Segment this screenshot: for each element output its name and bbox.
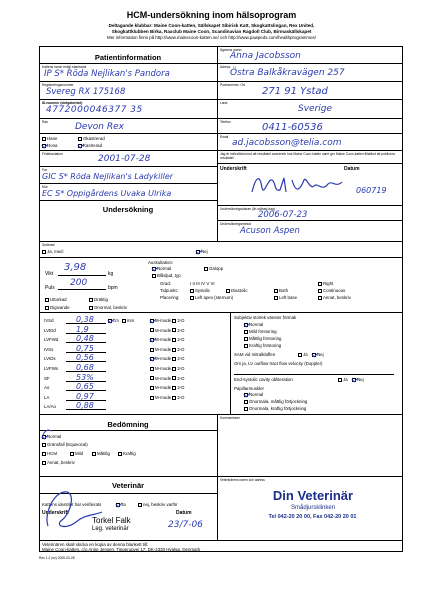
vet-date-label: Datum: [176, 510, 192, 516]
assessment-section-title: Bedömning: [107, 420, 149, 429]
measure-label: Ao: [44, 385, 50, 391]
papillar-label: Papillarmuskler: [234, 386, 265, 391]
timing-systolic[interactable]: Systolic: [190, 288, 210, 293]
cavity-nej[interactable]: Nej: [352, 377, 364, 382]
vet-sign-label: Underskrift: [42, 510, 69, 516]
vet-title: Leg. veterinär: [92, 526, 129, 532]
measure-label: LVIDs: [44, 356, 56, 362]
cond-uttorkad[interactable]: Uttorkad: [45, 297, 67, 302]
exam-method-value[interactable]: Acuson Aspen: [240, 226, 300, 236]
cat-name-label: Kattens namn enligt stamtavla: [42, 65, 87, 69]
address-value[interactable]: Östra Balkåkravägen 257: [230, 68, 345, 78]
owner-date-label: Datum: [344, 166, 360, 172]
sedated-label: Sederad: [42, 243, 55, 247]
exam-date-label: Undersökningsdatum (år-månad-dag): [220, 207, 275, 211]
timing-label: Tidpunkt:: [160, 288, 178, 293]
verified-ja[interactable]: Ja: [116, 502, 126, 507]
measure-mode[interactable]: M-mode 2-D: [150, 328, 184, 333]
sam-ja[interactable]: Ja: [298, 352, 308, 357]
measure-mode[interactable]: M-mode 2-D: [150, 395, 184, 400]
owner-name-label: Ägarens namn: [220, 48, 242, 52]
ausc-normal[interactable]: Normal: [152, 266, 171, 271]
pulse-unit: bpm: [108, 285, 118, 291]
vet-stamp-sub: Smådjursklinken: [290, 505, 336, 511]
grade-values[interactable]: I II III IV V VI: [190, 281, 215, 286]
measure-value[interactable]: 0,56: [76, 353, 94, 363]
email-label: Email: [220, 135, 229, 139]
birth-value[interactable]: 2001-07-28: [98, 154, 151, 164]
measure-mode[interactable]: M-mode 2-D: [150, 337, 184, 342]
country-value[interactable]: Sverige: [298, 104, 333, 114]
footer-line-1: Veterinären skall skicka en kopia av denna blankett till:: [42, 542, 149, 547]
info-line: Mer information finns på http://www.mainecoon-katten.se/ och http://www.pawpeds.com/healthprogrammes/: [107, 35, 316, 40]
cond-onormal[interactable]: Onormal, beskriv: [89, 305, 127, 310]
place-left-apex[interactable]: Left apex (sternum): [190, 295, 233, 300]
address-label: Adress: [220, 65, 231, 69]
sam-nej[interactable]: Nej: [312, 352, 324, 357]
measure-value[interactable]: 0,68: [76, 363, 94, 372]
measure-label: LVFWs: [44, 366, 59, 371]
measure-value[interactable]: 1,9: [76, 324, 89, 334]
assess-mild[interactable]: Mild: [70, 451, 83, 456]
cat-name-value[interactable]: IP S* Röda Nejlikan's Pandora: [44, 69, 170, 79]
sex-hona[interactable]: Hona: [42, 143, 58, 148]
papillar-kraftig[interactable]: Onormala, kraftig förtjockning: [244, 406, 306, 411]
footer-rev: Rev 1.2 (sv) 2005-03-28: [39, 556, 75, 560]
id-label: ID-nummer (obligatoriskt): [42, 101, 83, 105]
measure-value[interactable]: 0,65: [76, 382, 94, 392]
grade-label: Grad:: [160, 281, 171, 286]
measure-mode[interactable]: M-mode 2-D: [150, 385, 184, 390]
cavity-label: End-systolic cavity obliteration: [234, 377, 293, 382]
postal-label: Postnummer, Ort: [220, 83, 245, 87]
place-right[interactable]: Right: [318, 281, 333, 286]
outflow-label: Om ja, LV outflow tract flow velocity (Doppler): [234, 361, 323, 366]
vet-stamp-tel: Tel 042-20 20 00, Fax 042-20 20 01: [268, 514, 357, 520]
clubs-line-2: Skogkattklubben Birka, Raxclub Maine Coon, Scandinavian Ragdoll Club, Birmaskällskapet: [111, 29, 312, 34]
measure-label: LA/Ao: [44, 404, 56, 410]
vet-section-title: Veterinär: [111, 481, 145, 490]
patient-section-title: Patientinformation: [94, 53, 162, 62]
measure-value[interactable]: 0,75: [76, 343, 94, 353]
measure-label: LA: [44, 394, 50, 400]
ausc-galopp[interactable]: Galopp: [204, 266, 223, 271]
reg-label: Registreringsnummer: [42, 83, 74, 87]
postal-value[interactable]: 271 91 Ystad: [262, 86, 328, 97]
father-value[interactable]: GIC S* Röda Nejlikan's Ladykiller: [42, 172, 174, 181]
place-label: Placering:: [160, 295, 180, 300]
assessment-scribble-icon: [40, 428, 54, 440]
mother-value[interactable]: EC S* Oppigårdens Uvaka Ulrika: [42, 189, 172, 198]
timing-both[interactable]: Both: [274, 288, 288, 293]
cond-drakitg[interactable]: Dräktig: [89, 297, 108, 302]
birth-label: Födelsedatum: [42, 152, 63, 156]
papillar-mattlig[interactable]: Onormala, måttlig förtjockning: [244, 399, 307, 404]
timing-diastolic[interactable]: Diastolic: [226, 288, 248, 293]
verified-nej[interactable]: nej, beskriv varför: [138, 502, 178, 507]
ausc-blasljud[interactable]: Blåsljud, typ: [152, 273, 181, 278]
papillar-normal[interactable]: Normal: [244, 392, 263, 397]
pulse-label: Puls: [45, 285, 55, 291]
measure-label: LVIDd: [44, 327, 56, 333]
vet-stamp-label: Veterinärens namn och adress: [220, 478, 265, 482]
owner-sign-label: Underskrift: [220, 166, 247, 172]
exam-date-value[interactable]: 2006-07-23: [258, 210, 308, 220]
sex-hane[interactable]: Hane: [42, 136, 58, 141]
measure-mode[interactable]: M-mode 2-D: [150, 318, 184, 323]
owner-name-value[interactable]: Anna Jacobsson: [230, 51, 301, 61]
breed-value[interactable]: Devon Rex: [75, 122, 124, 132]
assess-gransfall[interactable]: Gränsfall (Equivocal): [42, 442, 88, 447]
measure-mode[interactable]: M-mode 2-D: [150, 356, 184, 361]
cond-digivande[interactable]: Digivande: [45, 305, 70, 310]
measure-value[interactable]: 0,97: [76, 391, 94, 401]
assess-annat[interactable]: Annat, beskriv: [42, 460, 75, 465]
subj-kraftig[interactable]: Kraftig förstoring: [244, 343, 281, 348]
id-value[interactable]: 4772000046377 35: [46, 105, 143, 115]
owner-signature-icon: [248, 172, 348, 198]
subj-label: Subjektiv storlek vänster förmak: [234, 315, 297, 320]
exam-method-label: Undersökningsmetod: [220, 222, 252, 226]
place-left-base[interactable]: Left base: [274, 295, 297, 300]
assess-hcm[interactable]: HCM: [42, 451, 57, 456]
comments-label: Kommentarer: [220, 416, 240, 420]
vet-name: Torkel Falk: [92, 516, 131, 525]
measure-label: IVSs: [44, 346, 54, 352]
form-title: HCM-undersökning inom hälsoprogram: [126, 10, 297, 20]
phone-value[interactable]: 0411-60536: [262, 122, 323, 133]
measure-value[interactable]: 0,88: [76, 401, 94, 411]
measure-value[interactable]: 0,38: [76, 315, 94, 324]
subj-normal[interactable]: Normal: [244, 322, 263, 327]
verified-label: Kattens identitet har verifierats: [42, 502, 102, 507]
cavity-ja[interactable]: Ja: [338, 377, 348, 382]
assess-mattlig[interactable]: Måttlig: [92, 451, 110, 456]
sex-kastrerad[interactable]: Kastrerad: [78, 143, 102, 148]
subj-mild[interactable]: Mild förstoring: [244, 329, 277, 334]
timing-continuous[interactable]: Continuous: [318, 288, 345, 293]
email-value[interactable]: ad.jacobsson@telia.com: [232, 138, 342, 148]
reg-value[interactable]: Svereg RX 175168: [46, 87, 126, 97]
clubs-line-1: Deltagande klubbar: Maine Coon-katten, Sällskapet Sibirisk Katt, Skogkattslingan, Rex United,: [108, 23, 315, 28]
breed-label: Ras: [42, 120, 48, 124]
measure-unit[interactable]: cm mm: [108, 318, 134, 323]
assess-kraftig[interactable]: Kraftig: [118, 451, 136, 456]
vet-stamp-title: Din Veterinär: [272, 488, 354, 503]
measure-label: IVSd: [44, 318, 54, 323]
place-annat[interactable]: Annat, beskriv: [318, 295, 351, 300]
measure-mode[interactable]: M-mode 2-D: [150, 347, 184, 352]
measure-label: LVFWd: [44, 337, 59, 343]
consent-text: Jag är införstådd med att resultatet avseende hos Maine Coon-katten samt ger Maine Coon-katten tillstånd att publicera resultatet.: [220, 152, 395, 160]
measure-mode[interactable]: M-mode 2-D: [150, 376, 184, 381]
country-label: Land: [220, 101, 228, 105]
subj-mattlig[interactable]: Måttlig förstoring: [244, 336, 281, 341]
phone-label: Telefon: [220, 120, 231, 124]
assess-normal[interactable]: Normal: [42, 434, 61, 439]
weight-label: Vikt: [45, 271, 54, 277]
father-label: Far: [42, 168, 47, 172]
measure-label: SF: [44, 375, 50, 381]
pulse-value[interactable]: 200: [70, 278, 88, 288]
vet-date-value[interactable]: 23/7-06: [168, 520, 203, 530]
sam-label: SAM vid mitralklaffen: [234, 352, 276, 357]
mother-label: Mor: [42, 185, 48, 189]
footer-line-2: Maine Coon-katten, c/o Anne Jensen, Tingerupvej 17, DK-4330 Hvalsø, Denmark: [42, 547, 201, 552]
weight-value[interactable]: 3,98: [64, 262, 87, 273]
ausc-label: Auskultation:: [148, 260, 174, 265]
sedated-nej[interactable]: Nej: [196, 249, 208, 254]
measure-value[interactable]: 0,48: [76, 334, 94, 344]
exam-section-title: Undersökning: [102, 205, 154, 214]
sex-okastrerad[interactable]: Okastrerad: [78, 136, 105, 141]
owner-date-value[interactable]: 060719: [356, 186, 387, 195]
weight-unit: kg: [108, 271, 114, 277]
sedated-ja[interactable]: Ja, med:: [42, 249, 64, 254]
measure-mode[interactable]: M-mode 2-D: [150, 366, 184, 371]
measure-value[interactable]: 53%: [76, 372, 94, 382]
